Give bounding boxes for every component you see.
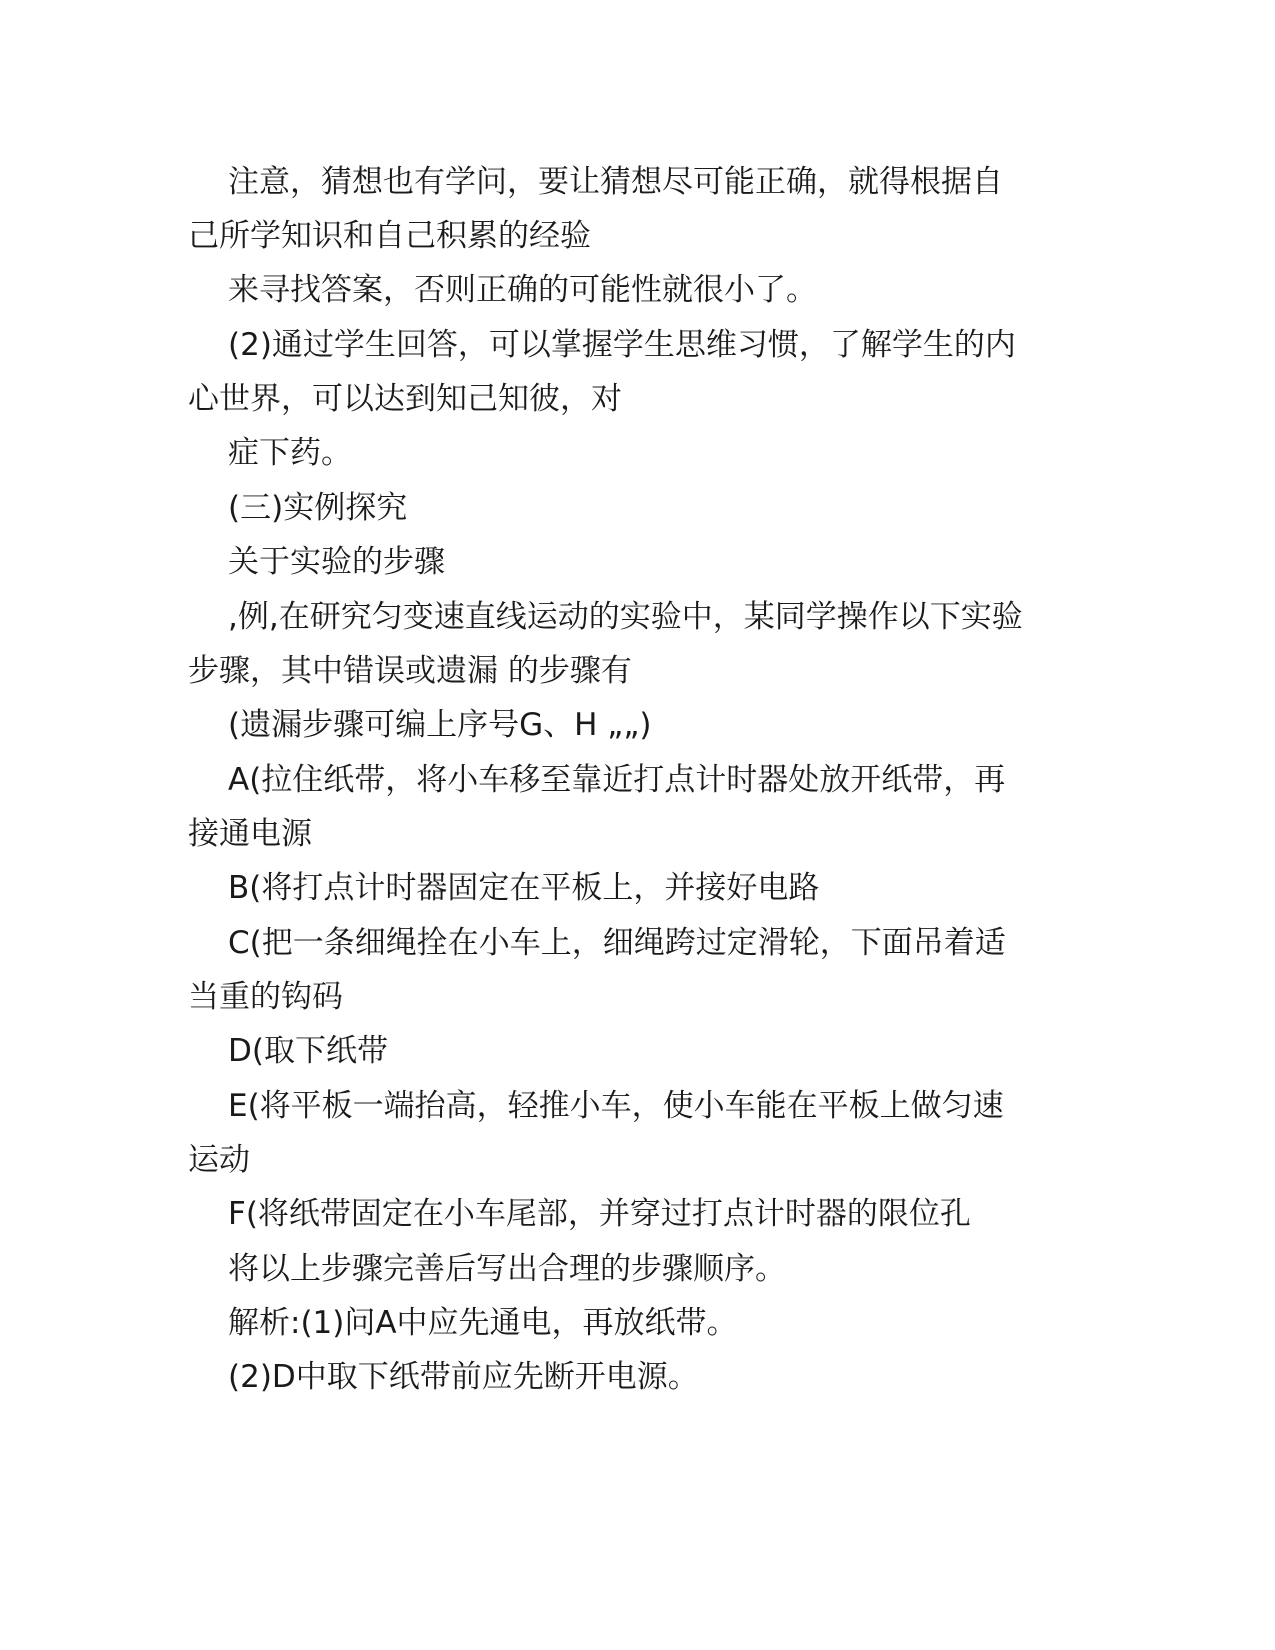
step-item-e: E(将平板一端抬高，轻推小车，使小车能在平板上做匀速 (228, 1088, 1004, 1124)
paragraph-line: (遗漏步骤可编上序号G、H „„) (228, 707, 652, 743)
step-item-c-cont: 当重的钩码 (188, 979, 343, 1015)
paragraph-line: 症下药。 (228, 435, 352, 471)
step-item-b: B(将打点计时器固定在平板上，并接好电路 (228, 870, 820, 906)
paragraph-line: 己所学知识和自己积累的经验 (188, 218, 591, 254)
step-item-f: F(将纸带固定在小车尾部，并穿过打点计时器的限位孔 (228, 1196, 971, 1232)
step-item-c: C(把一条细绳拴在小车上，细绳跨过定滑轮，下面吊着适 (228, 925, 1006, 961)
paragraph-line: 关于实验的步骤 (228, 544, 445, 580)
section-heading: (三)实例探究 (228, 490, 408, 526)
paragraph-line: 步骤，其中错误或遗漏 的步骤有 (188, 653, 632, 689)
paragraph-line: 来寻找答案，否则正确的可能性就很小了。 (228, 272, 817, 308)
step-item-e-cont: 运动 (188, 1142, 250, 1178)
paragraph-line: 注意，猜想也有学问，要让猜想尽可能正确，就得根据自 (228, 164, 1003, 200)
paragraph-line: ,例,在研究匀变速直线运动的实验中，某同学操作以下实验 (228, 599, 1023, 635)
analysis-line: (2)D中取下纸带前应先断开电源。 (228, 1359, 699, 1395)
paragraph-line: 将以上步骤完善后写出合理的步骤顺序。 (228, 1251, 786, 1287)
paragraph-line: (2)通过学生回答，可以掌握学生思维习惯，了解学生的内 (228, 327, 1016, 363)
step-item-a-cont: 接通电源 (188, 816, 312, 852)
step-item-a: A(拉住纸带，将小车移至靠近打点计时器处放开纸带，再 (228, 762, 1006, 798)
analysis-line: 解析:(1)问A中应先通电，再放纸带。 (228, 1305, 738, 1341)
step-item-d: D(取下纸带 (228, 1033, 388, 1069)
paragraph-line: 心世界，可以达到知己知彼，对 (188, 381, 622, 417)
